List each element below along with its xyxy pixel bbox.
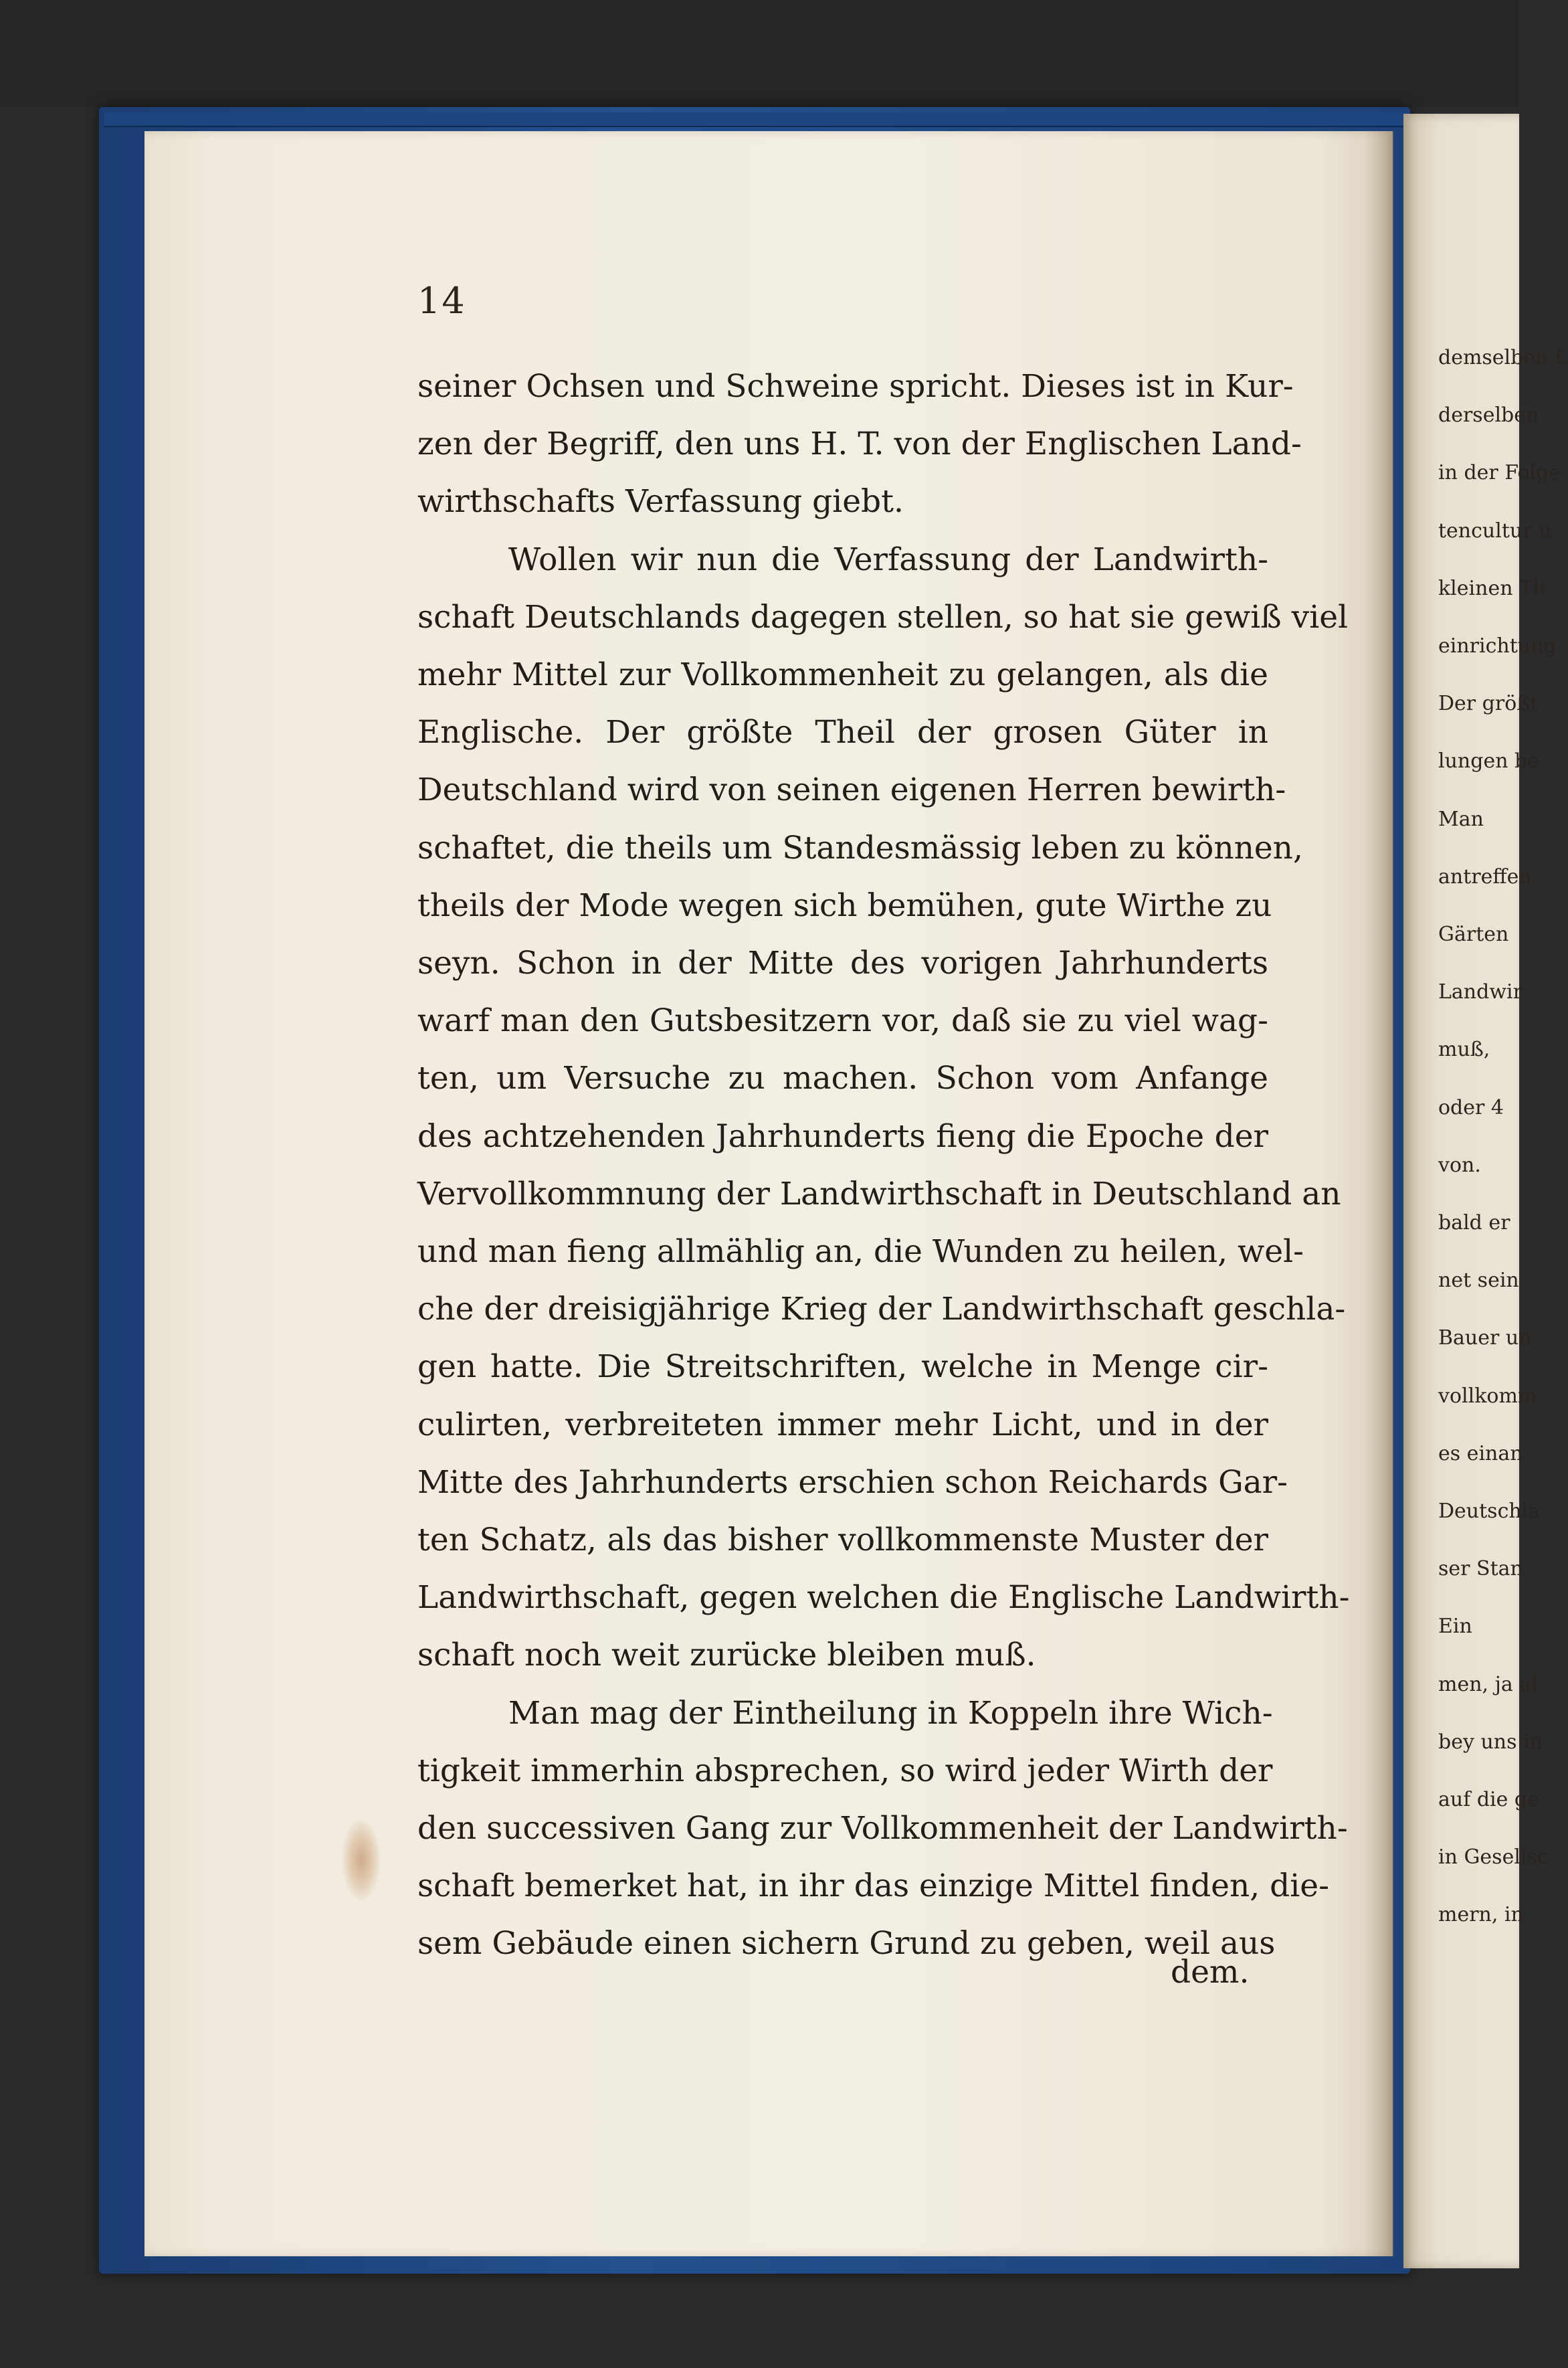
text-line: seiner Ochsen und Schweine spricht. Dieses ist in Kur- xyxy=(417,368,1294,405)
facing-page-line: mern, in xyxy=(1438,1903,1524,1926)
facing-page-line: derselben xyxy=(1438,403,1539,427)
text-line: Landwirthschaft, gegen welchen die Englische Landwirth- xyxy=(417,1579,1350,1616)
text-line: des achtzehenden Jahrhunderts fieng die Epoche der xyxy=(417,1118,1268,1155)
facing-page-line: bald er xyxy=(1438,1211,1510,1235)
text-line: ten Schatz, als das bisher vollkommenste Muster der xyxy=(417,1522,1268,1558)
facing-page-line: in Gesellsc xyxy=(1438,1845,1549,1869)
facing-page-line: Gärten xyxy=(1438,923,1509,946)
text-line: Mitte des Jahrhunderts erschien schon Reichards Gar- xyxy=(417,1464,1288,1501)
facing-page xyxy=(1403,114,1568,2268)
text-line: che der dreisigjährige Krieg der Landwirthschaft geschla- xyxy=(417,1291,1346,1328)
page-number: 14 xyxy=(417,280,466,322)
facing-page-line: oder 4 xyxy=(1438,1096,1504,1119)
text-line: gen hatte. Die Streitschriften, welche in Menge cir- xyxy=(417,1348,1268,1385)
facing-page-line: Landwir xyxy=(1438,980,1523,1004)
text-line: schaftet, die theils um Standesmässig leben zu können, xyxy=(417,830,1303,867)
facing-page-line: auf die ge xyxy=(1438,1788,1539,1811)
text-line: Man mag der Eintheilung in Koppeln ihre Wich- xyxy=(508,1695,1273,1732)
facing-page-line: einrichtung xyxy=(1438,634,1557,658)
facing-page-line: von. xyxy=(1438,1154,1481,1177)
facing-page-line: antreffen xyxy=(1438,865,1532,889)
text-line: schaft noch weit zurücke bleiben muß. xyxy=(417,1637,1036,1673)
facing-page-line: lungen be xyxy=(1438,749,1540,773)
text-line: tigkeit immerhin absprechen, so wird jeder Wirth der xyxy=(417,1752,1273,1789)
facing-page-line: net sein xyxy=(1438,1269,1519,1292)
facing-page-line: ser Stan xyxy=(1438,1557,1523,1580)
paper-stain xyxy=(342,1820,380,1900)
facing-page-line: bey uns in xyxy=(1438,1730,1543,1754)
text-line: schaft Deutschlands dagegen stellen, so hat sie gewiß viel xyxy=(417,599,1349,636)
facing-page-line: muß, xyxy=(1438,1038,1490,1061)
facing-page-line: in der Folge xyxy=(1438,461,1561,484)
facing-page-line: Deutschla xyxy=(1438,1499,1541,1523)
page-gutter-shadow xyxy=(1365,131,1394,2256)
book-cover-edge xyxy=(104,112,1409,127)
text-line: warf man den Gutsbesitzern vor, daß sie zu viel wag- xyxy=(417,1002,1268,1039)
facing-page-line: es einan xyxy=(1438,1442,1523,1465)
text-line: den successiven Gang zur Vollkommenheit der Landwirth- xyxy=(417,1810,1348,1847)
text-line: Wollen wir nun die Verfassung der Landwirth- xyxy=(508,541,1268,578)
text-line: mehr Mittel zur Vollkommenheit zu gelangen, als die xyxy=(417,656,1268,693)
facing-page-line: Man xyxy=(1438,808,1484,831)
text-line: Deutschland wird von seinen eigenen Herren bewirth- xyxy=(417,771,1286,808)
catchword: dem. xyxy=(1171,1954,1250,1991)
text-line: wirthschafts Verfassung giebt. xyxy=(417,483,904,520)
text-line: seyn. Schon in der Mitte des vorigen Jahrhunderts xyxy=(417,945,1268,982)
text-line: ten, um Versuche zu machen. Schon vom Anfange xyxy=(417,1060,1268,1097)
facing-page-line: Bauer un xyxy=(1438,1326,1532,1350)
facing-page-line: vollkomm xyxy=(1438,1384,1537,1408)
facing-page-line: Der größt xyxy=(1438,692,1539,715)
text-line: Englische. Der größte Theil der grosen Güter in xyxy=(417,714,1268,751)
text-line: theils der Mode wegen sich bemühen, gute Wirthe zu xyxy=(417,887,1272,924)
text-line: culirten, verbreiteten immer mehr Licht, und in der xyxy=(417,1406,1268,1443)
background xyxy=(0,0,1519,107)
facing-page-line: tencultur u xyxy=(1438,519,1552,543)
facing-page-line: kleinen Th xyxy=(1438,577,1546,600)
facing-page-line: men, ja al xyxy=(1438,1673,1538,1696)
text-line: zen der Begriff, den uns H. T. von der Englischen Land- xyxy=(417,426,1302,462)
text-line: Vervollkommnung der Landwirthschaft in Deutschland an xyxy=(417,1176,1341,1212)
text-line: sem Gebäude einen sichern Grund zu geben, weil aus xyxy=(417,1925,1276,1962)
text-line: schaft bemerket hat, in ihr das einzige Mittel finden, die- xyxy=(417,1868,1329,1904)
facing-page-line: Ein xyxy=(1438,1615,1472,1638)
text-line: und man fieng allmählig an, die Wunden zu heilen, wel- xyxy=(417,1233,1304,1270)
facing-page-line: demselben L xyxy=(1438,346,1568,369)
